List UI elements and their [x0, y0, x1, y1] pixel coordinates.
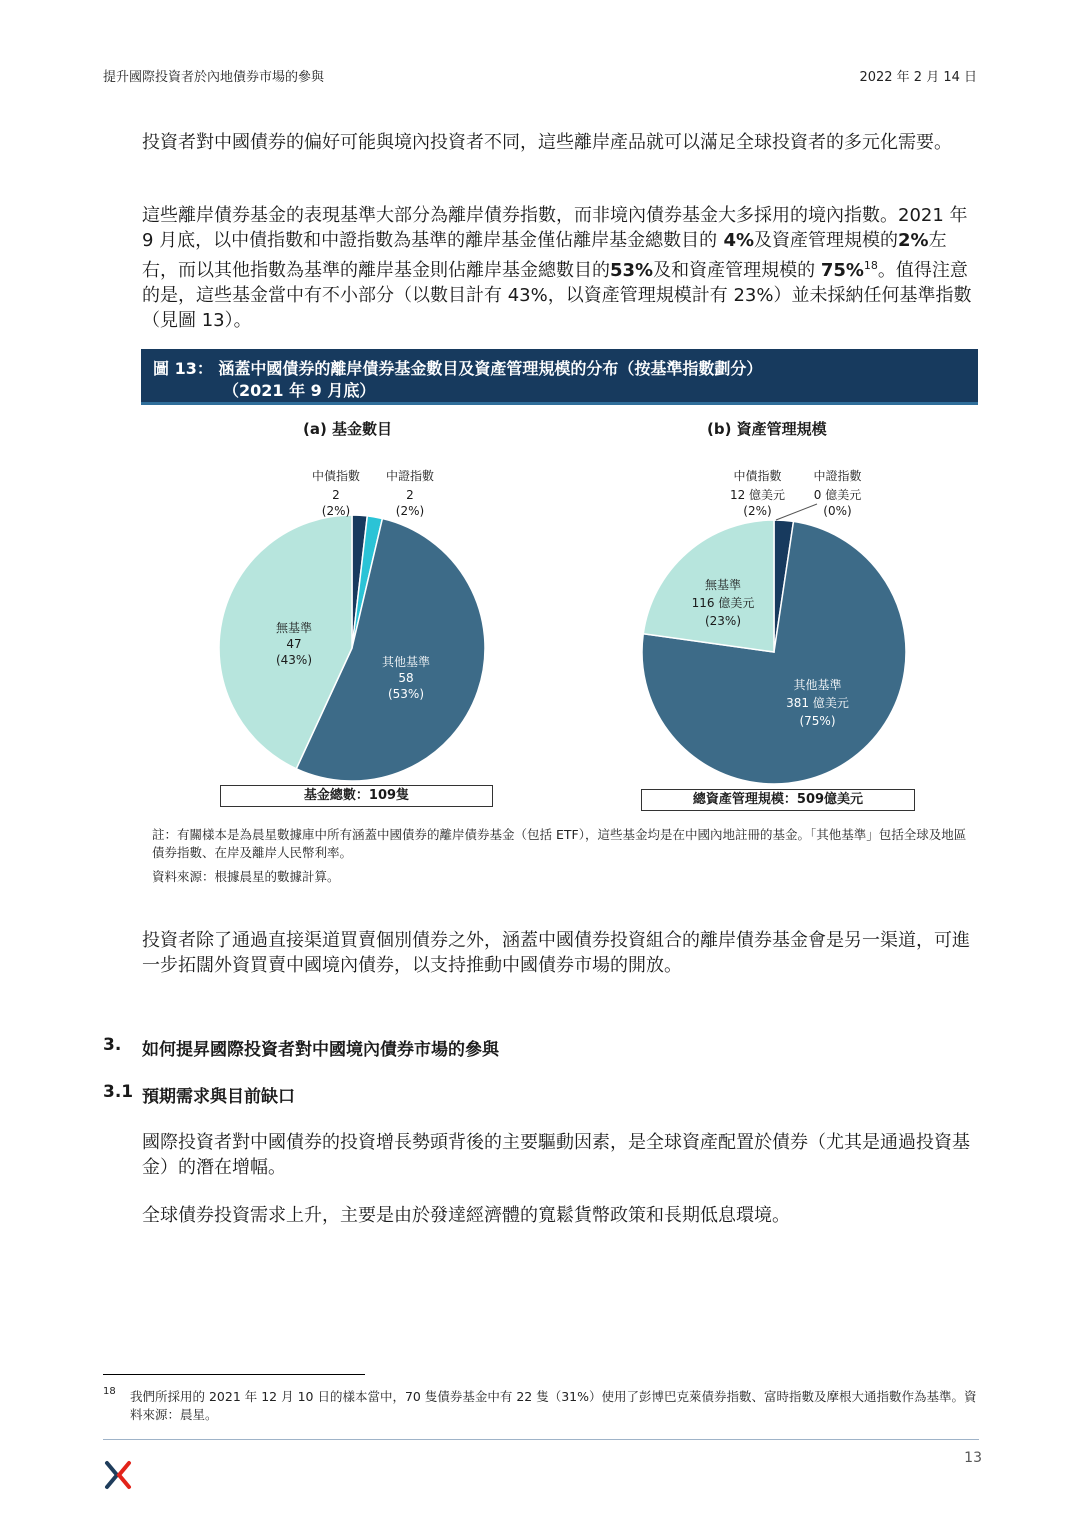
figure-title-banner: [141, 349, 978, 405]
chart-b-zhongzheng-value: 0 億美元: [813, 488, 862, 502]
chart-b-other-value: 381 億美元: [786, 696, 849, 710]
chart-a-svg: [200, 500, 500, 800]
chart-a-zhongzheng-value: 2: [406, 488, 414, 502]
chart-a-other-name: 其他基準: [381, 655, 430, 669]
chart-a-other-pct: (53%): [387, 687, 425, 701]
paragraph-4: 國際投資者對中國債券的投資增長勢頭背後的主要驅動因素，是全球資產配置於債券（尤其是通過投資基金）的潛在增幅。: [142, 1132, 970, 1178]
chart-a-label-zhongzheng: [380, 468, 440, 519]
footer-rule: [103, 1439, 979, 1440]
chart-b-label-zhongzheng: [800, 468, 875, 519]
chart-b-zhongzhai-pct: (2%): [743, 504, 772, 518]
chart-a-title: (a) 基金數目: [303, 420, 393, 438]
chart-a-none-pct: (43%): [275, 653, 313, 667]
chart-b-none-pct: (23%): [704, 614, 742, 628]
chart-a-zhongzheng-pct: (2%): [395, 504, 425, 518]
paragraph-2: [142, 203, 980, 333]
chart-a-zhongzhai-name: 中債指數: [311, 469, 360, 483]
figure-title-line1: 圖 13： 涵蓋中國債券的離岸債券基金數目及資產管理規模的分布（按基準指數劃分）: [153, 359, 763, 378]
chart-b-zhongzheng-name: 中證指數: [813, 469, 862, 483]
p2-bold-f: 53%: [610, 260, 654, 281]
running-header-title: 提升國際投資者於內地債券市場的參與: [103, 70, 325, 85]
footnote-text: 我們所採用的 2021 年 12 月 10 日的樣本當中，70 隻債券基金中有 22 隻（31%）使用了彭博巴克萊債券指數、富時指數及摩根大通指數作為基準。資料來源：晨星。: [130, 1389, 977, 1422]
p2-bold-b: 4%: [717, 230, 754, 251]
chart-a-none-value: 47: [286, 637, 302, 651]
chart-a-label-other: [371, 654, 441, 702]
section-3-title: 如何提昇國際投資者對中國境內債券市場的參與: [142, 1040, 499, 1060]
logo-left-stroke: [107, 1463, 117, 1487]
p2-text-c: 及資產管理規模的: [754, 230, 898, 251]
p2-text-a: 這些離岸債券基金的表現基準大部分為離岸債券指數，而非境內債券基金大多採用的境內指數。2021 年 9 月底，以中債指數和中證指數為基準的離岸基金僅佔離岸基金總數目的: [142, 205, 968, 251]
chart-a-none-name: 無基準: [275, 621, 312, 635]
figure-source: 資料來源：根據晨星的數據計算。: [152, 869, 340, 884]
chart-b-label-zhongzhai: [720, 468, 795, 519]
chart-b-zhongzhai-value: 12 億美元: [729, 488, 786, 502]
paragraph-3: 投資者除了通過直接渠道買賣個別債券之外，涵蓋中國債券投資組合的離岸債券基金會是另一渠道，可進一步拓闊外資買賣中國境內債券，以支持推動中國債券市場的開放。: [142, 930, 970, 976]
chart-b-none-value: 116 億美元: [691, 596, 755, 610]
chart-a-other-value: 58: [398, 671, 414, 685]
p2-bold-h: 75%: [820, 260, 864, 281]
p2-bold-d: 2%: [898, 230, 929, 251]
chart-b-other-name: 其他基準: [793, 678, 842, 692]
chart-b-none-name: 無基準: [704, 578, 741, 592]
chart-b-svg: [624, 502, 924, 802]
p2-text-i: 。值得注意的是，這些基金當中有不小部分（以數目計有 43%，以資產管理規模計有 23%）並未採納任何基準指數（見圖 13）。: [142, 260, 972, 331]
paragraph-1: 投資者對中國債券的偏好可能與境內投資者不同，這些離岸產品就可以滿足全球投資者的多元化需要。: [142, 132, 952, 153]
chart-a-zhongzhai-value: 2: [332, 488, 340, 502]
chart-b-other-pct: (75%): [799, 714, 836, 728]
chart-b-zhongzheng-pct: (0%): [823, 504, 852, 518]
running-header-date: 2022 年 2 月 14 日: [859, 70, 977, 85]
figure-title-line2: （2021 年 9 月底）: [223, 381, 376, 400]
chart-a-zhongzhai-pct: (2%): [321, 504, 351, 518]
logo-right-stroke: [119, 1463, 129, 1487]
chart-a-label-zhongzhai: [306, 468, 366, 519]
chart-b-total: 總資產管理規模：509億美元: [641, 789, 915, 811]
figure-note: 註：有關樣本是為晨星數據庫中所有涵蓋中國債券的離岸債券基金（包括 ETF），這些基金均是在中國內地註冊的基金。「其他基準」包括全球及地區債券指數、在岸及離岸人民幣利率。: [152, 827, 967, 860]
p2-text-e: 左右，而以其他指數為基準的離岸基金則佔離岸基金總數目的: [142, 230, 947, 281]
chart-b-label-none: [683, 576, 763, 630]
page-number: 13: [964, 1450, 982, 1466]
p2-text-g: 及和資產管理規模的: [653, 260, 821, 281]
section-3-1-number: 3.1: [103, 1082, 134, 1102]
chart-b-title: (b) 資產管理規模: [707, 420, 827, 438]
chart-b-label-other: [775, 676, 860, 730]
paragraph-5: 全球債券投資需求上升，主要是由於發達經濟體的寬鬆貨幣政策和長期低息環境。: [142, 1205, 790, 1226]
chart-a-label-none: [264, 620, 324, 668]
chart-b-zhongzhai-name: 中債指數: [733, 469, 782, 483]
footnote-number: 18: [103, 1386, 116, 1397]
footnote-ref-18[interactable]: 18: [863, 259, 878, 272]
chart-a-zhongzheng-name: 中證指數: [385, 469, 434, 483]
chart-a-total: 基金總數：109隻: [220, 785, 493, 807]
footnote-rule: [103, 1374, 365, 1375]
section-3-1-title: 預期需求與目前缺口: [142, 1087, 295, 1107]
hkex-logo: [104, 1460, 132, 1490]
section-3-number: 3.: [103, 1035, 122, 1055]
